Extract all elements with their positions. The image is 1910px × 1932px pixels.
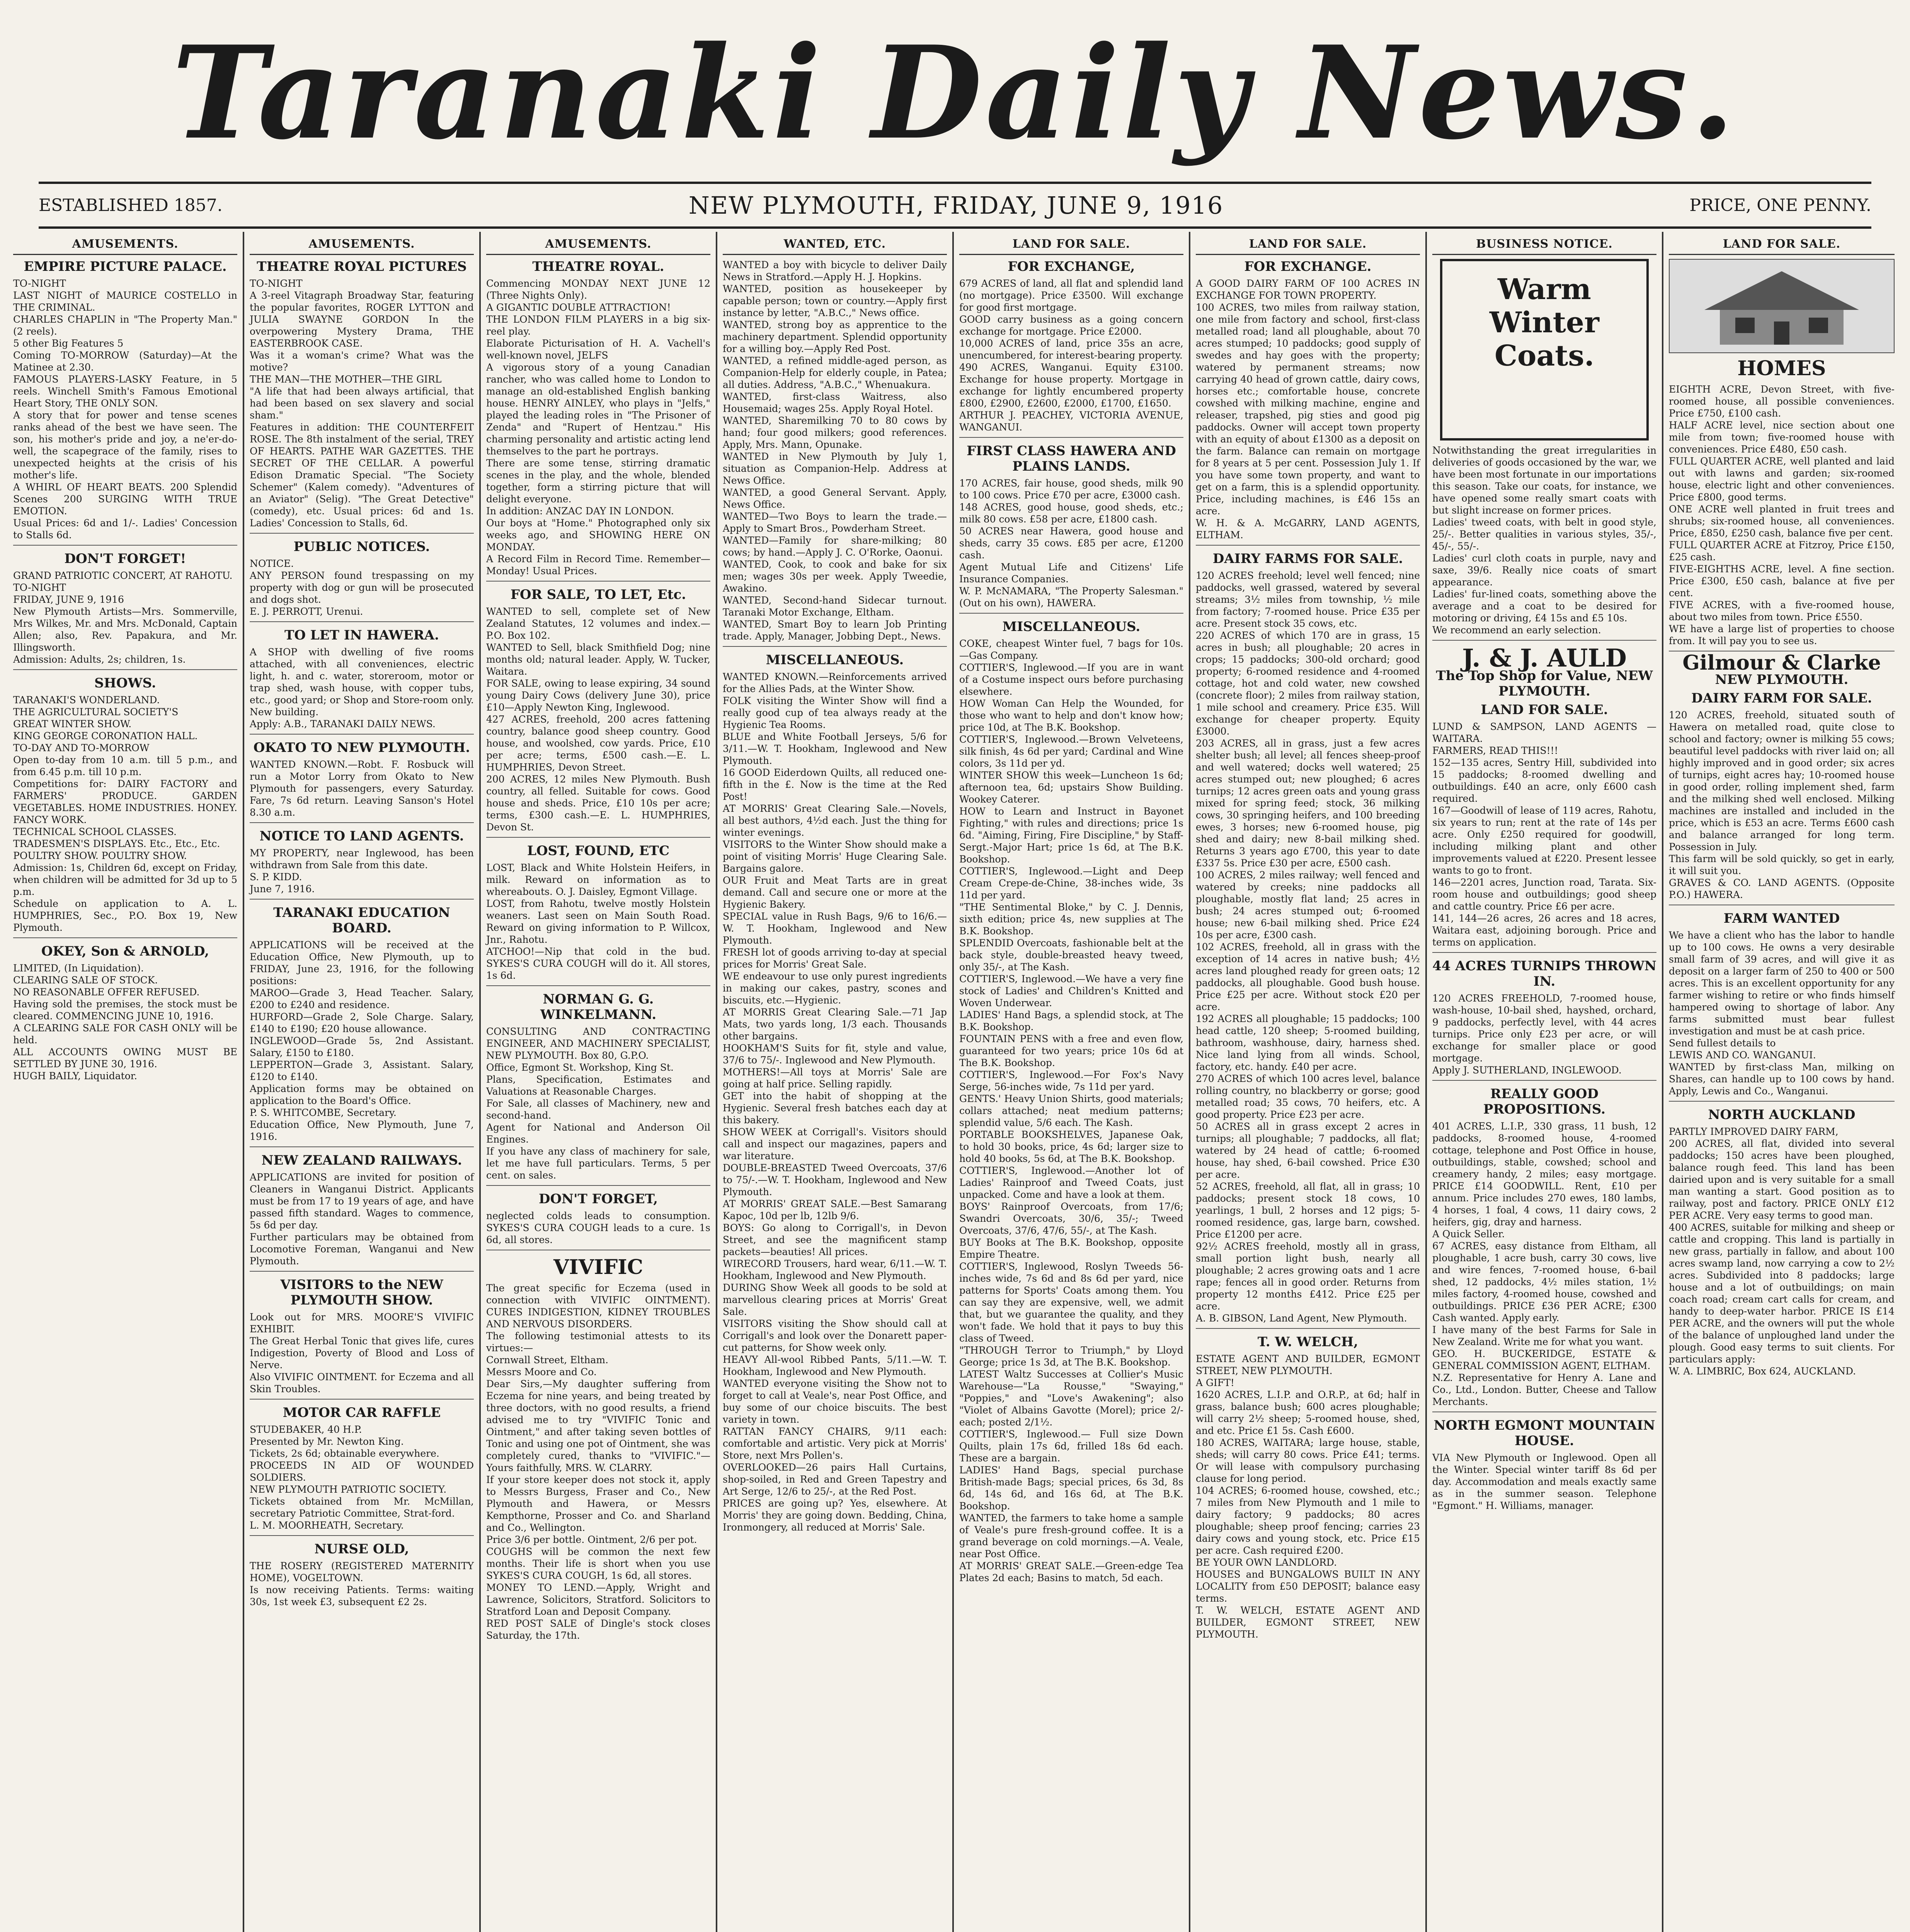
notice-block <box>959 443 1183 614</box>
column-header: WANTED, ETC. <box>723 236 947 255</box>
notice-block <box>250 1277 474 1400</box>
notice-body: APPLICATIONS are invited for position of Cleaners in Wanganui District. Applicants must be from 17 to 19 years of age, and have passed fifth standard. Wages to commence, 5s 6d per day. Further particulars may be obtained from Locomotive Foreman, Wanganui and New Plymouth. <box>250 1172 474 1267</box>
notice-body: EIGHTH ACRE, Devon Street, with five-roomed house, all possible conveniences. Price £750, £100 cash. HALF ACRE level, nice section about one mile from town; five-roomed house with conveniences. Price £480, £50 cash. FULL QUARTER ACRE, well planted and laid out with lawns and garden; six-roomed house, electric light and other conveniences. Price £800, good terms. ONE ACRE well planted in fruit trees and shrubs; six-roomed house, all conveniences. Price, £850, £250 cash, balance five per cent. FULL QUARTER ACRE at Fitzroy, Price £150, £25 cash. FIVE-EIGHTHS ACRE, level. A fine section. Price £300, £50 cash, balance at five per cent. FIVE ACRES, with a five-roomed house, about two miles from town. Price £550. WE have a large list of properties to choose from. It will pay you to see us. <box>1669 384 1895 646</box>
auld-ad-tagline: The Top Shop for Value, NEW PLYMOUTH. <box>1436 668 1653 699</box>
notice-body: LUND & SAMPSON, LAND AGENTS — WAITARA. FARMERS, READ THIS!!! 152—135 acres, Sentry Hill, subdivided into 15 paddocks; 8-roomed dwelling and outbuildings. £40 an acre, only £600 cash required. 167—Goodwill of lease of 119 acres, Rahotu, six years to run; rent at the rate of 14s per acre. Only £250 required for goodwill, including milking plant and other improvements valued at £220. Present lessee wants to go to front. 146—2201 acres, Junction road, Tarata. Six-room house and outbuildings; good sheep and cattle country. Price £6 per acre. 141, 144—26 acres, 26 acres and 18 acres, Waitara east, adjoining borough. Price and terms on application. <box>1432 721 1656 948</box>
column-4 <box>717 232 954 1932</box>
gilmour-clarke-ad: Gilmour & Clarke <box>1682 651 1881 675</box>
notice-block <box>723 652 947 1537</box>
notice-block <box>486 992 710 1186</box>
notice-block <box>486 1256 710 1645</box>
notice-body: 120 ACRES FREEHOLD, 7-roomed house, wash-house, 10-bail shed, hayshed, orchard, 9 paddocks, perfectly level, with 44 acres turnips. Price only £23 per acre, or will exchange for smaller place or good mortgage. Apply J. SUTHERLAND, INGLEWOOD. <box>1432 993 1656 1076</box>
column-1 <box>8 232 244 1932</box>
warm-winter-coats-ad: Warm Winter Coats. <box>1440 259 1649 440</box>
notice-heading: DON'T FORGET! <box>64 551 186 566</box>
notice-body: MY PROPERTY, near Inglewood, has been withdrawn from Sale from this date. S. P. KIDD. June 7, 1916. <box>250 847 474 895</box>
notice-heading: NORTH AUCKLAND <box>1708 1107 1856 1122</box>
notice-block <box>13 551 237 670</box>
notice-body: GRAND PATRIOTIC CONCERT, AT RAHOTU. TO-NIGHT FRIDAY, JUNE 9, 1916 New Plymouth Artists—Mrs. Sommerville, Mrs Wilkes, Mr. and Mrs. McDonald, Captain Allen; also, Rev. Papakura, and Mr. Illingsworth. Admission: Adults, 2s; children, 1s. <box>13 570 237 665</box>
notice-body: Notwithstanding the great irregularities in deliveries of goods occasioned by the war, we have been most fortunate in our importations this season. Take our coats, for instance, we have opened some really smart coats with but slight increase on former prices. Ladies' tweed coats, with belt in good style, 25/-. Better qualities in various styles, 35/-, 45/-, 55/-. Ladies' curl cloth coats in purple, navy and saxe, 39/6. Really nice coats of smart appearance. Ladies' fur-lined coats, something above the average and a coat to be desired for motoring or driving, £4 15s and £5 10s. We recommend an early selection. <box>1432 445 1656 636</box>
notice-body: TO-NIGHT LAST NIGHT of MAURICE COSTELLO in THE CRIMINAL. CHARLES CHAPLIN in "The Property Man." (2 reels). 5 other Big Features 5 Coming TO-MORROW (Saturday)—At the Matinee at 2.30. FAMOUS PLAYERS-LASKY Feature, in 5 reels. Winchell Smith's Famous Emotional Heart Story, THE ONLY SON. A story that for power and tense scenes ranks ahead of the best we have seen. The son, his mother's pride and joy, a ne'er-do-well, the scapegrace of the family, rises to unexpected heights at the crisis of his mother's life. A WHIRL OF HEART BEATS. 200 Splendid Scenes 200 SURGING WITH TRUE EMOTION. Usual Prices: 6d and 1/-. Ladies' Concession to Stalls 6d. <box>13 278 237 541</box>
notice-body: LIMITED, (In Liquidation). CLEARING SALE OF STOCK. NO REASONABLE OFFER REFUSED. Having sold the premises, the stock must be cleared. COMMENCING JUNE 10, 1916. A CLEARING SALE FOR CASH ONLY will be held. ALL ACCOUNTS OWING MUST BE SETTLED BY JUNE 30, 1916. HUGH BAILY, Liquidator. <box>13 963 237 1082</box>
notice-heading: TARANAKI EDUCATION BOARD. <box>273 905 450 936</box>
column-grid <box>8 232 1901 1932</box>
notice-body: A SHOP with dwelling of five rooms attached, with all conveniences, electric light, h. and c. water, storeroom, motor or trap shed, wash house, with copper tubs, etc., good yard; or Shop and Store-room only. New building. Apply: A.B., TARANAKI DAILY NEWS. <box>250 646 474 730</box>
notice-heading: NORMAN G. G. WINKELMANN. <box>540 992 657 1022</box>
notice-heading: MISCELLANEOUS. <box>766 652 904 668</box>
notice-block <box>1196 259 1420 546</box>
notice-heading: LOST, FOUND, ETC <box>527 843 670 859</box>
notice-body: Look out for MRS. MOORE'S VIVIFIC EXHIBIT. The Great Herbal Tonic that gives life, cures Indigestion, Poverty of Blood and Loss of Nerve. Also VIVIFIC OINTMENT. for Eczema and all Skin Troubles. <box>250 1311 474 1395</box>
column-header: LAND FOR SALE. <box>1196 236 1420 255</box>
notice-heading: NEW ZEALAND RAILWAYS. <box>261 1153 462 1168</box>
notice-body: TO-NIGHT A 3-reel Vitagraph Broadway Star, featuring the popular favorites, ROGER LYTTON and JULIA SWAYNE GORDON In the overpowering Mystery Drama, THE EASTERBROOK CASE. Was it a woman's crime? What was the motive? THE MAN—THE MOTHER—THE GIRL "A life that had been always artificial, that had been based on sex slavery and social sham." Features in addition: THE COUNTERFEIT ROSE. The 8th instalment of the serial, TREY OF HEARTS. PATHE WAR GAZETTES. THE SECRET OF THE CELLAR. A powerful Edison Dramatic Special. "The Society Schemer" (Kalem comedy). "Adventures of an Aviator" (Selig). "The Great Detective" (comedy), etc. Usual prices: 6d and 1s. Ladies' Concession to Stalls, 6d. <box>250 278 474 529</box>
gilmour-clarke-location: NEW PLYMOUTH. <box>1715 672 1849 687</box>
notice-heading: VIVIFIC <box>553 1255 643 1279</box>
established-label: ESTABLISHED 1857. <box>39 195 223 215</box>
notice-block <box>486 1191 710 1250</box>
notice-heading: TO LET IN HAWERA. <box>284 628 439 643</box>
notice-body: WANTED KNOWN.—Reinforcements arrived for the Allies Pads, at the Winter Show. FOLK visiting the Winter Show will find a really good cup of tea always ready at the Hygienic Tea Rooms. BLUE and White Football Jerseys, 5/6 for 3/11.—W. T. Hookham, Inglewood and New Plymouth. 16 GOOD Eiderdown Quilts, all reduced one-fifth in the £. Now is the time at the Red Post! AT MORRIS' Great Clearing Sale.—Novels, all best authors, 4½d each. Just the thing for winter evenings. VISITORS to the Winter Show should make a point of visiting Morris' Huge Clearing Sale. Bargains galore. OUR Fruit and Meat Tarts are in great demand. Call and secure one or more at the Hygienic Bakery. SPECIAL value in Rush Bags, 9/6 to 16/6.—W. T. Hookham, Inglewood and New Plymouth. FRESH lot of goods arriving to-day at special prices for Morris' Great Sale. WE endeavour to use only purest ingredients in making our cakes, pastry, scones and biscuits, etc.—Hygienic. AT MORRIS Great Clearing Sale.—71 Jap Mats, two yards long, 1/3 each. Thousands other bargains. HOOKHAM'S Suits for fit, style and value, 37/6 to 75/-. Inglewood and New Plymouth. MOTHERS!—All toys at Morris' Sale are going at half price. Selling rapidly. GET into the habit of shopping at the Hygienic. Several fresh batches each day at this bakery. SHOW WEEK at Corrigall's. Visitors should call and inspect our magazines, papers and war literature. DOUBLE-BREASTED Tweed Overcoats, 37/6 to 75/-.—W. T. Hookham, Inglewood and New Plymouth. AT MORRIS' GREAT SALE.—Best Samarang Kapoc, 10d per lb, 12lb 9/6. BOYS: Go along to Corrigall's, in Devon Street, and see the magnificent stamp packets—beauties! All prices. WIRECORD Trousers, hard wear, 6/11.—W. T. Hookham, Inglewood and New Plymouth. DURING Show Week all goods to be sold at marvellous clearing prices at Morris' Great Sale. VISITORS visiting the Show should call at Corrigall's and look over the Donarett paper-cut patterns, for Show week only. HEAVY All-wool Ribbed Pants, 5/11.—W. T. Hookham, Inglewood and New Plymouth. WANTED everyone visiting the Show not to forget to call at Veale's, near Post Office, and buy some of our choice biscuits. The best variety in town. RATTAN FANCY CHAIRS, 9/11 each: comfortable and artistic. Very pick at Morris' Store, next Mrs Pollen's. OVERLOOKED—26 pairs Hall Curtains, shop-soiled, in Red and Green Tapestry and Art Serge, 12/6 to 25/-, at the Red Post. PRICES are going up? Yes, elsewhere. At Morris' they are going down. Bedding, China, Ironmongery, all reduced at Morris' Sale. <box>723 671 947 1533</box>
notice-block <box>250 828 474 900</box>
notice-heading: MOTOR CAR RAFFLE <box>283 1405 441 1420</box>
notice-block <box>250 628 474 735</box>
column-2 <box>244 232 481 1932</box>
column-8 <box>1663 232 1900 1932</box>
dateline-bar <box>39 182 1871 229</box>
notice-body: ESTATE AGENT AND BUILDER, EGMONT STREET, NEW PLYMOUTH. A GIFT! 1620 ACRES, L.I.P. and O.R.P., at 6d; half in grass, balance bush; 600 acres ploughable; will carry 2½ sheep; 5-roomed house, shed, and etc. Price £1 5s. Cash £600. 180 ACRES, WAITARA; large house, stable, sheds; will carry 80 cows. Price £41; terms. Or will lease with compulsory purchasing clause for long period. 104 ACRES; 6-roomed house, cowshed, etc.; 7 miles from New Plymouth and 1 mile to dairy factory; 9 paddocks; 80 acres ploughable; sheep proof fencing; carries 23 dairy cows and young stock, etc. Price £15 per acre. Cash required £200. BE YOUR OWN LANDLORD. HOUSES and BUNGALOWS BUILT IN ANY LOCALITY from £50 DEPOSIT; balance easy terms. T. W. WELCH, ESTATE AGENT AND BUILDER, EGMONT STREET, NEW PLYMOUTH. <box>1196 1353 1420 1640</box>
notice-body: A GOOD DAIRY FARM OF 100 ACRES IN EXCHANGE FOR TOWN PROPERTY. 100 ACRES, two miles from railway station, one mile from factory and school, first-class metalled road; land all ploughable, about 70 acres stumped; 10 paddocks; good supply of swedes and hay goes with the property; watered by permanent streams; now carrying 40 head of grown cattle, dairy cows, horses etc.; comfortable house, concrete cowshed with milking machine, engine and releaser, trapshed, pig sties and good pig paddocks. Owner will accept town property with an equity of about £1300 as a deposit on the farm. Balance can remain on mortgage for 8 years at 5 per cent. Possession July 1. If you have some town property, and want to get on a farm, this is a splendid opportunity. Price, including machines, is £46 15s an acre. W. H. & A. McGARRY, LAND AGENTS, ELTHAM. <box>1196 278 1420 541</box>
notice-block <box>13 259 237 546</box>
notice-heading: NORTH EGMONT MOUNTAIN HOUSE. <box>1433 1418 1655 1449</box>
notice-body: 170 ACRES, fair house, good sheds, milk 90 to 100 cows. Price £70 per acre, £3000 cash. 148 ACRES, good house, good sheds, etc.; milk 80 cows. £58 per acre, £1800 cash. 50 ACRES near Hawera, good house and sheds, carry 35 cows. £85 per acre, £1200 cash. Agent Mutual Life and Citizens' Life Insurance Companies. W. P. McNAMARA, "The Property Salesman." (Out on his own), HAWERA. <box>959 478 1183 609</box>
column-header: BUSINESS NOTICE. <box>1432 236 1656 255</box>
notice-heading: T. W. WELCH, <box>1257 1334 1358 1350</box>
notice-block <box>250 539 474 622</box>
notice-block <box>959 619 1183 1588</box>
notice-body: THE ROSERY (REGISTERED MATERNITY HOME), VOGELTOWN. Is now receiving Patients. Terms: waiting 30s, 1st week £3, subsequent £2 2s. <box>250 1560 474 1607</box>
notice-block <box>1432 702 1656 953</box>
notice-block <box>486 587 710 838</box>
notice-block <box>1669 1107 1895 1381</box>
column-header: AMUSEMENTS. <box>486 236 710 255</box>
notice-body: VIA New Plymouth or Inglewood. Open all the Winter. Special winter tariff 8s 6d per day. Accommodation and meals exactly same as in the summer season. Telephone "Egmont." H. Williams, manager. <box>1432 1452 1656 1511</box>
notice-heading: THEATRE ROYAL. <box>532 259 664 274</box>
notice-heading: EMPIRE PICTURE PALACE. <box>24 259 227 274</box>
notice-body: 120 ACRES freehold; level well fenced; nine paddocks, well grassed, watered by several streams; 3½ miles from township, ½ mile from factory; 7-roomed house. Price £35 per acre. Present stock 35 cows, etc. 220 ACRES of which 170 are in grass, 15 acres in bush; all ploughable; 20 acres in crops; 15 paddocks; 300-old orchard; good property; 6-roomed residence and 4-roomed cottage, hot and cold water, new cowshed (concrete floor); 2 miles from railway station, 1 mile school and creamery. Price £35. Will exchange for cheaper property. Equity £3000. 203 ACRES, all in grass, just a few acres shelter bush; all level; all fences sheep-proof and well watered; docks well watered; 25 acres stumped out; new ploughed; 6 acres turnips; 12 acres green oats and young grass mixed for spring feed; stock, 36 milking cows, 30 springing heifers, and 100 breeding ewes, 3 horses; new 6-roomed house, pig shed and dairy; new 8-bail milking shed. Returns 3 years ago £700, this year to date £337 5s. Price £30 per acre, £500 cash. 100 ACRES, 2 miles railway; well fenced and watered by creeks; nine paddocks all ploughable, mostly flat land; 25 acres in bush; 24 acres stumped out; 6-roomed house; new 6-bail milking shed. Price £24 10s per acre, £300 cash. 102 ACRES, freehold, all in grass with the exception of 14 acres in native bush; 4½ acres land ploughed ready for green oats; 12 paddocks, all ploughable. Good bush house. Price £25 per acre. Without stock £20 per acre. 192 ACRES all ploughable; 15 paddocks; 100 head cattle, 120 sheep; 5-roomed building, bathroom, washhouse, dairy, harness shed. Nice land lying from all winds. School, factory, etc. handy. £40 per acre. 270 ACRES of which 100 acres level, balance rolling country, no blackberry or gorse; good metalled road; 35 cows, 70 heifers, etc. A good property. Price £23 per acre. 50 ACRES all in grass except 2 acres in turnips; all ploughable; 7 paddocks, all flat; watered by 24 head of cattle; 6-roomed house, hay shed, 6-bail cowshed. Price £30 per acre. 52 ACRES, freehold, all flat, all in grass; 10 paddocks; present stock 18 cows, 10 yearlings, 1 bull, 2 horses and 12 pigs; 5-roomed residence, gas, large barn, cowshed. Price £1200 per acre. 92½ ACRES freehold, mostly all in grass, small portion light bush, nearly all ploughable; 2 acres growing oats and 1 acre rape; fences all in good order. Returns from property 12 months £412. Price £25 per acre. A. B. GIBSON, Land Agent, New Plymouth. <box>1196 570 1420 1324</box>
notice-heading: SHOWS. <box>94 675 156 691</box>
notice-heading: LAND FOR SALE. <box>1481 702 1608 718</box>
notice-body: 679 ACRES of land, all flat and splendid land (no mortgage). Price £3500. Will exchange for good first mortgage. GOOD carry business as a going concern exchange for mortgage. Price £2000. 10,000 ACRES of land, price 35s an acre, unencumbered, for interest-bearing property. 490 ACRES, Wanganui. Equity £3100. Exchange for house property. Mortgage in exchange for lightly encumbered property £800, £2900, £2600, £2000, £1700, £1650. ARTHUR J. PEACHEY, VICTORIA AVENUE, WANGANUI. <box>959 278 1183 433</box>
notice-heading: OKATO TO NEW PLYMOUTH. <box>253 740 470 755</box>
notice-block <box>1669 357 1895 651</box>
notice-block <box>13 675 237 938</box>
notice-block <box>1196 551 1420 1329</box>
notice-heading: FOR EXCHANGE, <box>1008 259 1135 274</box>
notice-heading: NURSE OLD, <box>314 1541 409 1557</box>
notice-block <box>486 259 710 582</box>
notice-body: The great specific for Eczema (used in connection with VIVIFIC OINTMENT). CURES INDIGESTION, KIDNEY TROUBLES AND NERVOUS DISORDERS. The following testimonial attests to its virtues:— Cornwall Street, Eltham. Messrs Moore and Co. Dear Sirs,—My daughter suffering from Eczema for nine years, and being treated by three doctors, with no good results, a friend advised me to try "VIVIFIC Tonic and Ointment," and after taking seven bottles of Tonic and using one pot of Ointment, she was completely cured, thanks to "VIVIFIC."—Yours faithfully, MRS. W. CLARRY. If your store keeper does not stock it, apply to Messrs Burgess, Fraser and Co., New Plymouth and Hawera, or Messrs Kempthorne, Prosser and Co. and Sharland and Co., Wellington. Price 3/6 per bottle. Ointment, 2/6 per pot. COUGHS will be common the next few months. Their life is short when you use SYKES'S CURA COUGH, 1s 6d, all stores. MONEY TO LEND.—Apply, Wright and Lawrence, Solicitors, Stratford. Solicitors to Stratford Loan and Deposit Company. RED POST SALE of Dingle's stock closes Saturday, the 17th. <box>486 1282 710 1641</box>
notice-body: CONSULTING AND CONTRACTING ENGINEER, AND MACHINERY SPECIALIST, NEW PLYMOUTH. Box 80, G.P.O. Office, Egmont St. Workshop, King St. Plans, Specification, Estimates and Valuations at Reasonable Charges. For Sale, all classes of Machinery, new and second-hand. Agent for National and Anderson Oil Engines. If you have any class of machinery for sale, let me have full particulars. Terms, 5 per cent. on sales. <box>486 1026 710 1181</box>
notice-body: LOST, Black and White Holstein Heifers, in milk. Reward on information as to whereabouts. O. J. Daisley, Egmont Village. LOST, from Rahotu, twelve mostly Holstein weaners. Last seen on Main South Road. Reward on giving information to P. Willcox, Jnr., Rahotu. ATCHOO!—Nip that cold in the bud. SYKES'S CURA COUGH will do it. All stores, 1s 6d. <box>486 862 710 981</box>
notice-block <box>13 944 237 1086</box>
notice-block <box>250 1153 474 1272</box>
notice-block <box>250 905 474 1147</box>
notice-block <box>1196 1334 1420 1644</box>
notice-heading: FIRST CLASS HAWERA AND PLAINS LANDS. <box>967 443 1176 474</box>
notice-heading: PUBLIC NOTICES. <box>293 539 430 554</box>
notice-block <box>250 1541 474 1612</box>
notice-body: COKE, cheapest Winter fuel, 7 bags for 10s.—Gas Company. COTTIER'S, Inglewood.—If you are in want of a Costume inspect ours before purchasing elsewhere. HOW Woman Can Help the Wounded, for those who want to help and don't know how; price 10d, at The B.K. Bookshop. COTTIER'S, Inglewood.—Brown Velveteens, silk finish, 4s 6d per yard; Cardinal and Wine colors, 3s 11d per yd. WINTER SHOW this week—Luncheon 1s 6d; afternoon tea, 6d; upstairs Show Building. Wookey Caterer. HOW to Learn and Instruct in Bayonet Fighting," with rules and directions; price 1s 6d. "Aiming, Firing, Fire Discipline," by Staff-Sergt.-Major Hart; price 1s 6d, at The B.K. Bookshop. COTTIER'S, Inglewood.—Light and Deep Cream Crepe-de-Chine, 38-inches wide, 3s 11d per yard. "THE Sentimental Bloke," by C. J. Dennis, sixth edition; price 4s, new supplies at The B.K. Bookshop. SPLENDID Overcoats, fashionable belt at the back style, double-breasted heavy tweed, only 35/-, at The Kash. COTTIER'S, Inglewood.—We have a very fine stock of Ladies' and Children's Knitted and Woven Underwear. LADIES' Hand Bags, a splendid stock, at The B.K. Bookshop. FOUNTAIN PENS with a free and even flow, guaranteed for two years; price 10s 6d at The B.K. Bookshop. COTTIER'S, Inglewood.—For Fox's Navy Serge, 56-inches wide, 7s 11d per yard. GENTS.' Heavy Union Shirts, good materials; collars attached; neat medium patterns; splendid value, 5/6 each. The Kash. PORTABLE BOOKSHELVES, Japanese Oak, to hold 30 books, price, 4s 6d; larger size to hold 40 books, 5s 6d, at The B.K. Bookshop. COTTIER'S, Inglewood.—Another lot of Ladies' Rainproof and Tweed Coats, just unpacked. Come and have a look at them. BOYS' Rainproof Overcoats, from 17/6; Swandri Overcoats, 30/6, 35/-; Tweed Overcoats, 37/6, 47/6, 55/-, at The Kash. BUY Books at The B.K. Bookshop, opposite Empire Theatre. COTTIER'S, Inglewood, Roslyn Tweeds 56-inches wide, 7s 6d and 8s 6d per yard, nice patterns for Sports' Coats among them. You can say they are expensive, well, we admit that, but we guarantee the quality, and they won't fade. We hold that it pays to buy this class of Tweed. "THROUGH Terror to Triumph," by Lloyd George; price 1s 3d, at The B.K. Bookshop. LATEST Waltz Successes at Collier's Music Warehouse—"La Rousse," "Swaying," "Poppies," and "Love's Awakening"; also "Violet of Albains Gavotte (Morel); price 2/- each; posted 2/1½. COTTIER'S, Inglewood.— Full size Down Quilts, plain 17s 6d, frilled 18s 6d each. These are a bargain. LADIES' Hand Bags, special purchase British-made Bags; special prices, 6s 3d, 8s 6d, 14s 6d, and 16s 6d, at The B.K. Bookshop. WANTED, the farmers to take home a sample of Veale's pure fresh-ground coffee. It is a grand beverage on cold mornings.—A. Veale, near Post Office. AT MORRIS' GREAT SALE.—Green-edge Tea Plates 2d each; Basins to match, 5d each. <box>959 638 1183 1583</box>
notice-heading: REALLY GOOD PROPOSITIONS. <box>1483 1086 1606 1117</box>
notice-block <box>1432 1418 1656 1515</box>
notice-heading: HOMES <box>1737 357 1826 380</box>
notice-block <box>1669 911 1895 1102</box>
price-label: PRICE, ONE PENNY. <box>1689 195 1871 215</box>
notice-heading: MISCELLANEOUS. <box>1002 619 1141 634</box>
notice-body: 120 ACRES, freehold, situated south of Hawera on metalled road, quite close to school and factory; owner is milking 55 cows; beautiful level paddocks with river laid on; all highly improved and in good order; six acres of turnips, eight acres hay; 10-roomed house in good order, rolling implement shed, farm and the milking shed well enclosed. Milking machines are installed and included in the price, which is £53 an acre. Terms £600 cash and balance arranged for long term. Possession in July. This farm will be sold quickly, so get in early, it will suit you. GRAVES & CO. LAND AGENTS. (Opposite P.O.) HAWERA. <box>1669 709 1895 900</box>
notice-heading: THEATRE ROYAL PICTURES <box>257 259 467 274</box>
column-5 <box>954 232 1190 1932</box>
notice-heading: FOR SALE, TO LET, Etc. <box>510 587 686 602</box>
column-header: LAND FOR SALE. <box>959 236 1183 255</box>
notice-body: NOTICE. ANY PERSON found trespassing on my property with dog or gun will be prosecuted and dogs shot. E. J. PERROTT, Urenui. <box>250 558 474 617</box>
notice-block <box>250 259 474 534</box>
notice-block <box>250 740 474 823</box>
notice-block <box>1669 690 1895 905</box>
notice-heading: DAIRY FARM FOR SALE. <box>1691 690 1872 706</box>
notice-heading: NOTICE TO LAND AGENTS. <box>259 828 464 844</box>
notice-block <box>1432 444 1656 641</box>
notice-block <box>1432 1086 1656 1412</box>
notice-block <box>959 259 1183 438</box>
masthead-title: Taranaki Daily News. <box>172 18 1738 168</box>
notice-body: STUDEBAKER, 40 H.P. Presented by Mr. Newton King. Tickets, 2s 6d; obtainable everywhere. PROCEEDS IN AID OF WOUNDED SOLDIERS. NEW PLYMOUTH PATRIOTIC SOCIETY. Tickets obtained from Mr. McMillan, secretary Patriotic Committee, Strat-ford. L. M. MOORHEATH, Secretary. <box>250 1424 474 1531</box>
notice-heading: DON'T FORGET, <box>538 1191 658 1207</box>
notice-body: 401 ACRES, L.I.P., 330 grass, 11 bush, 12 paddocks, 8-roomed house, 4-roomed cottage, telephone and Post Office in house, outbuildings, stable, cowshed; school and creamery handy, 2 miles; easy mortgage. PRICE £14 GOODWILL. Rent, £10 per annum. Price includes 270 ewes, 180 lambs, 4 horses, 1 foal, 4 cows, 11 dairy cows, 2 heifers, gig, dray and harness. A Quick Seller. 67 ACRES, easy distance from Eltham, all ploughable, 1 acre bush, carry 30 cows, live and wire fences, 7-roomed house, 6-bail shed, 12 paddocks, 4½ miles station, 1½ miles factory, 4-roomed house, cowshed and outbuildings. PRICE £36 PER ACRE; £300 Cash wanted. Apply early. I have many of the best Farms for Sale in New Zealand. Write me for what you want. GEO. H. BUCKERIDGE, ESTATE & GENERAL COMMISSION AGENT, ELTHAM. N.Z. Representative for Henry A. Lane and Co., Ltd., London. Butter, Cheese and Tallow Merchants. <box>1432 1121 1656 1407</box>
notice-block <box>1432 958 1656 1081</box>
notice-block <box>723 259 947 647</box>
notice-body: APPLICATIONS will be received at the Education Office, New Plymouth, up to FRIDAY, June 23, 1916, for the following positions: MAROO—Grade 3, Head Teacher. Salary, £200 to £240 and residence. HURFORD—Grade 2, Sole Charge. Salary, £140 to £190; £20 house allowance. INGLEWOOD—Grade 5s, 2nd Assistant. Salary, £150 to £180. LEPPERTON—Grade 3, Assistant. Salary, £120 to £140. Application forms may be obtained on application to the Board's Office. P. S. WHITCOMBE, Secretary. Education Office, New Plymouth, June 7, 1916. <box>250 939 474 1142</box>
notice-body: TARANAKI'S WONDERLAND. THE AGRICULTURAL SOCIETY'S GREAT WINTER SHOW. KING GEORGE CORONATION HALL. TO-DAY AND TO-MORROW Open to-day from 10 a.m. till 5 p.m., and from 6.45 p.m. till 10 p.m. Competitions for: DAIRY FACTORY and FARMERS' PRODUCE. GARDEN VEGETABLES. HOME INDUSTRIES. HONEY. FANCY WORK. TECHNICAL SCHOOL CLASSES. TRADESMEN'S DISPLAYS. Etc., Etc., Etc. POULTRY SHOW. POULTRY SHOW. Admission: 1s, Children 6d, except on Friday, when children will be admitted for 3d up to 5 p.m. Schedule on application to A. L. HUMPHRIES, Sec., P.O. Box 19, New Plymouth. <box>13 694 237 933</box>
column-3 <box>481 232 717 1932</box>
notice-heading: DAIRY FARMS FOR SALE. <box>1212 551 1403 566</box>
notice-body: PARTLY IMPROVED DAIRY FARM, 200 ACRES, all flat, divided into several paddocks; 150 acres have been ploughed, balance rough feed. This land has been dairied upon and is very suitable for a small man wanting a start. Good position as to railway, post and factory. PRICE ONLY £12 PER ACRE. Very easy terms to good man. 400 ACRES, suitable for milking and sheep or cattle and cropping. This land is partially in new grass, partially in fallow, and about 100 acres swamp land, now carrying a cow to 2½ acres. Subdivided into 8 paddocks; large house and a lot of outbuildings; on main coach road; cream cart calls for cream, and handy to deep-water harbor. PRICE IS £14 PER ACRE, and the owners will put the whole of the balance of unploughed land under the plough. Good easy terms to suit clients. For particulars apply: W. A. LIMBRIC, Box 624, AUCKLAND. <box>1669 1126 1895 1377</box>
notice-body: WANTED a boy with bicycle to deliver Daily News in Stratford.—Apply H. J. Hopkins. WANTED, position as housekeeper by capable person; town or country.—Apply first instance by letter, "A.B.C.," News office. WANTED, strong boy as apprentice to the machinery department. Splendid opportunity for a willing boy.—Apply Red Post. WANTED, a refined middle-aged person, as Companion-Help for elderly couple, in Patea; all duties. Address, "A.B.C.," Whenuakura. WANTED, first-class Waitress, also Housemaid; wages 25s. Apply Royal Hotel. WANTED, Sharemilking 70 to 80 cows by hand; four good milkers; good references. Apply, Mrs. Mann, Opunake. WANTED in New Plymouth by July 1, situation as Companion-Help. Address at News Office. WANTED, a good General Servant. Apply, News Office. WANTED—Two Boys to learn the trade.—Apply to Smart Bros., Powderham Street. WANTED—Family for share-milking; 80 cows; by hand.—Apply J. C. O'Rorke, Oaonui. WANTED, Cook, to cook and bake for six men; wages 30s per week. Apply Tweedie, Awakino. WANTED, Second-hand Sidecar turnout. Taranaki Motor Exchange, Eltham. WANTED, Smart Boy to learn Job Printing trade. Apply, Manager, Jobbing Dept., News. <box>723 259 947 642</box>
auld-ad-name: J. & J. AULD <box>1462 644 1627 673</box>
house-illustration-icon <box>1669 259 1895 353</box>
issue-date: NEW PLYMOUTH, FRIDAY, JUNE 9, 1916 <box>688 191 1224 219</box>
notice-body: We have a client who has the labor to handle up to 100 cows. He owns a very desirable small farm of 39 acres, and will give it as deposit on a larger farm of 250 to 400 or 500 acres. This is an excellent opportunity for any farmer wishing to retire or who finds himself hampered owing to shortage of labor. Any farms submitted must bear fullest investigation and must be at cash price. Send fullest details to LEWIS AND CO. WANGANUI. WANTED by first-class Man, milking on Shares, can handle up to 100 cows by hand. Apply, Lewis and Co., Wanganui. <box>1669 930 1895 1097</box>
notice-heading: FARM WANTED <box>1723 911 1840 926</box>
notice-heading: VISITORS to the NEW PLYMOUTH SHOW. <box>280 1277 443 1308</box>
notice-block <box>486 843 710 986</box>
notice-heading: FOR EXCHANGE. <box>1244 259 1372 274</box>
notice-body: Commencing MONDAY NEXT JUNE 12 (Three Nights Only). A GIGANTIC DOUBLE ATTRACTION! THE LONDON FILM PLAYERS in a big six-reel play. Elaborate Picturisation of H. A. Vachell's well-known novel, JELFS A vigorous story of a young Canadian rancher, who was called home to London to manage an old-established English banking house. HENRY AINLEY, who plays in "Jelfs," played the leading roles in "The Prisoner of Zenda" and "Rupert of Hentzau." His charming personality and artistic acting lend themselves to the part he portrays. There are some tense, stirring dramatic scenes in the play, and the whole, blended together, form a stirring picture that will delight everyone. In addition: ANZAC DAY IN LONDON. Our boys at "Home." Photographed only six weeks ago, and SHOWING HERE ON MONDAY. A Record Film in Record Time. Remember—Monday! Usual Prices. <box>486 278 710 577</box>
column-header: AMUSEMENTS. <box>250 236 474 255</box>
notice-body: neglected colds leads to consumption. SYKES'S CURA COUGH leads to a cure. 1s 6d, all stores. <box>486 1210 710 1245</box>
notice-body: WANTED KNOWN.—Robt. F. Rosbuck will run a Motor Lorry from Okato to New Plymouth for passengers, every Saturday. Fare, 7s 6d return. Leaving Sanson's Hotel 8.30 a.m. <box>250 759 474 818</box>
column-header: LAND FOR SALE. <box>1669 236 1895 255</box>
notice-heading: OKEY, Son & ARNOLD, <box>41 944 209 959</box>
column-header: AMUSEMENTS. <box>13 236 237 255</box>
notice-body: WANTED to sell, complete set of New Zealand Statutes, 12 volumes and index.—P.O. Box 102. WANTED to Sell, black Smithfield Dog; nine months old; natural leader. Apply, W. Tucker, Waitara. FOR SALE, owing to lease expiring, 34 sound young Dairy Cows (delivery June 30), price £10—Apply Newton King, Inglewood. 427 ACRES, freehold, 200 acres fattening country, balance good sheep country. Good house, and woolshed, cow yards. Price, £10 per acre; terms, £500 cash.—E. L. HUMPHRIES, Devon Street. 200 ACRES, 12 miles New Plymouth. Bush country, all felled. Suitable for cows. Good house and sheds. Price, £10 10s per acre; terms, £300 cash.—E. L. HUMPHRIES, Devon St. <box>486 606 710 833</box>
notice-heading: 44 ACRES TURNIPS THROWN IN. <box>1432 958 1656 989</box>
notice-block <box>250 1405 474 1536</box>
column-7 <box>1427 232 1663 1932</box>
column-6 <box>1190 232 1427 1932</box>
